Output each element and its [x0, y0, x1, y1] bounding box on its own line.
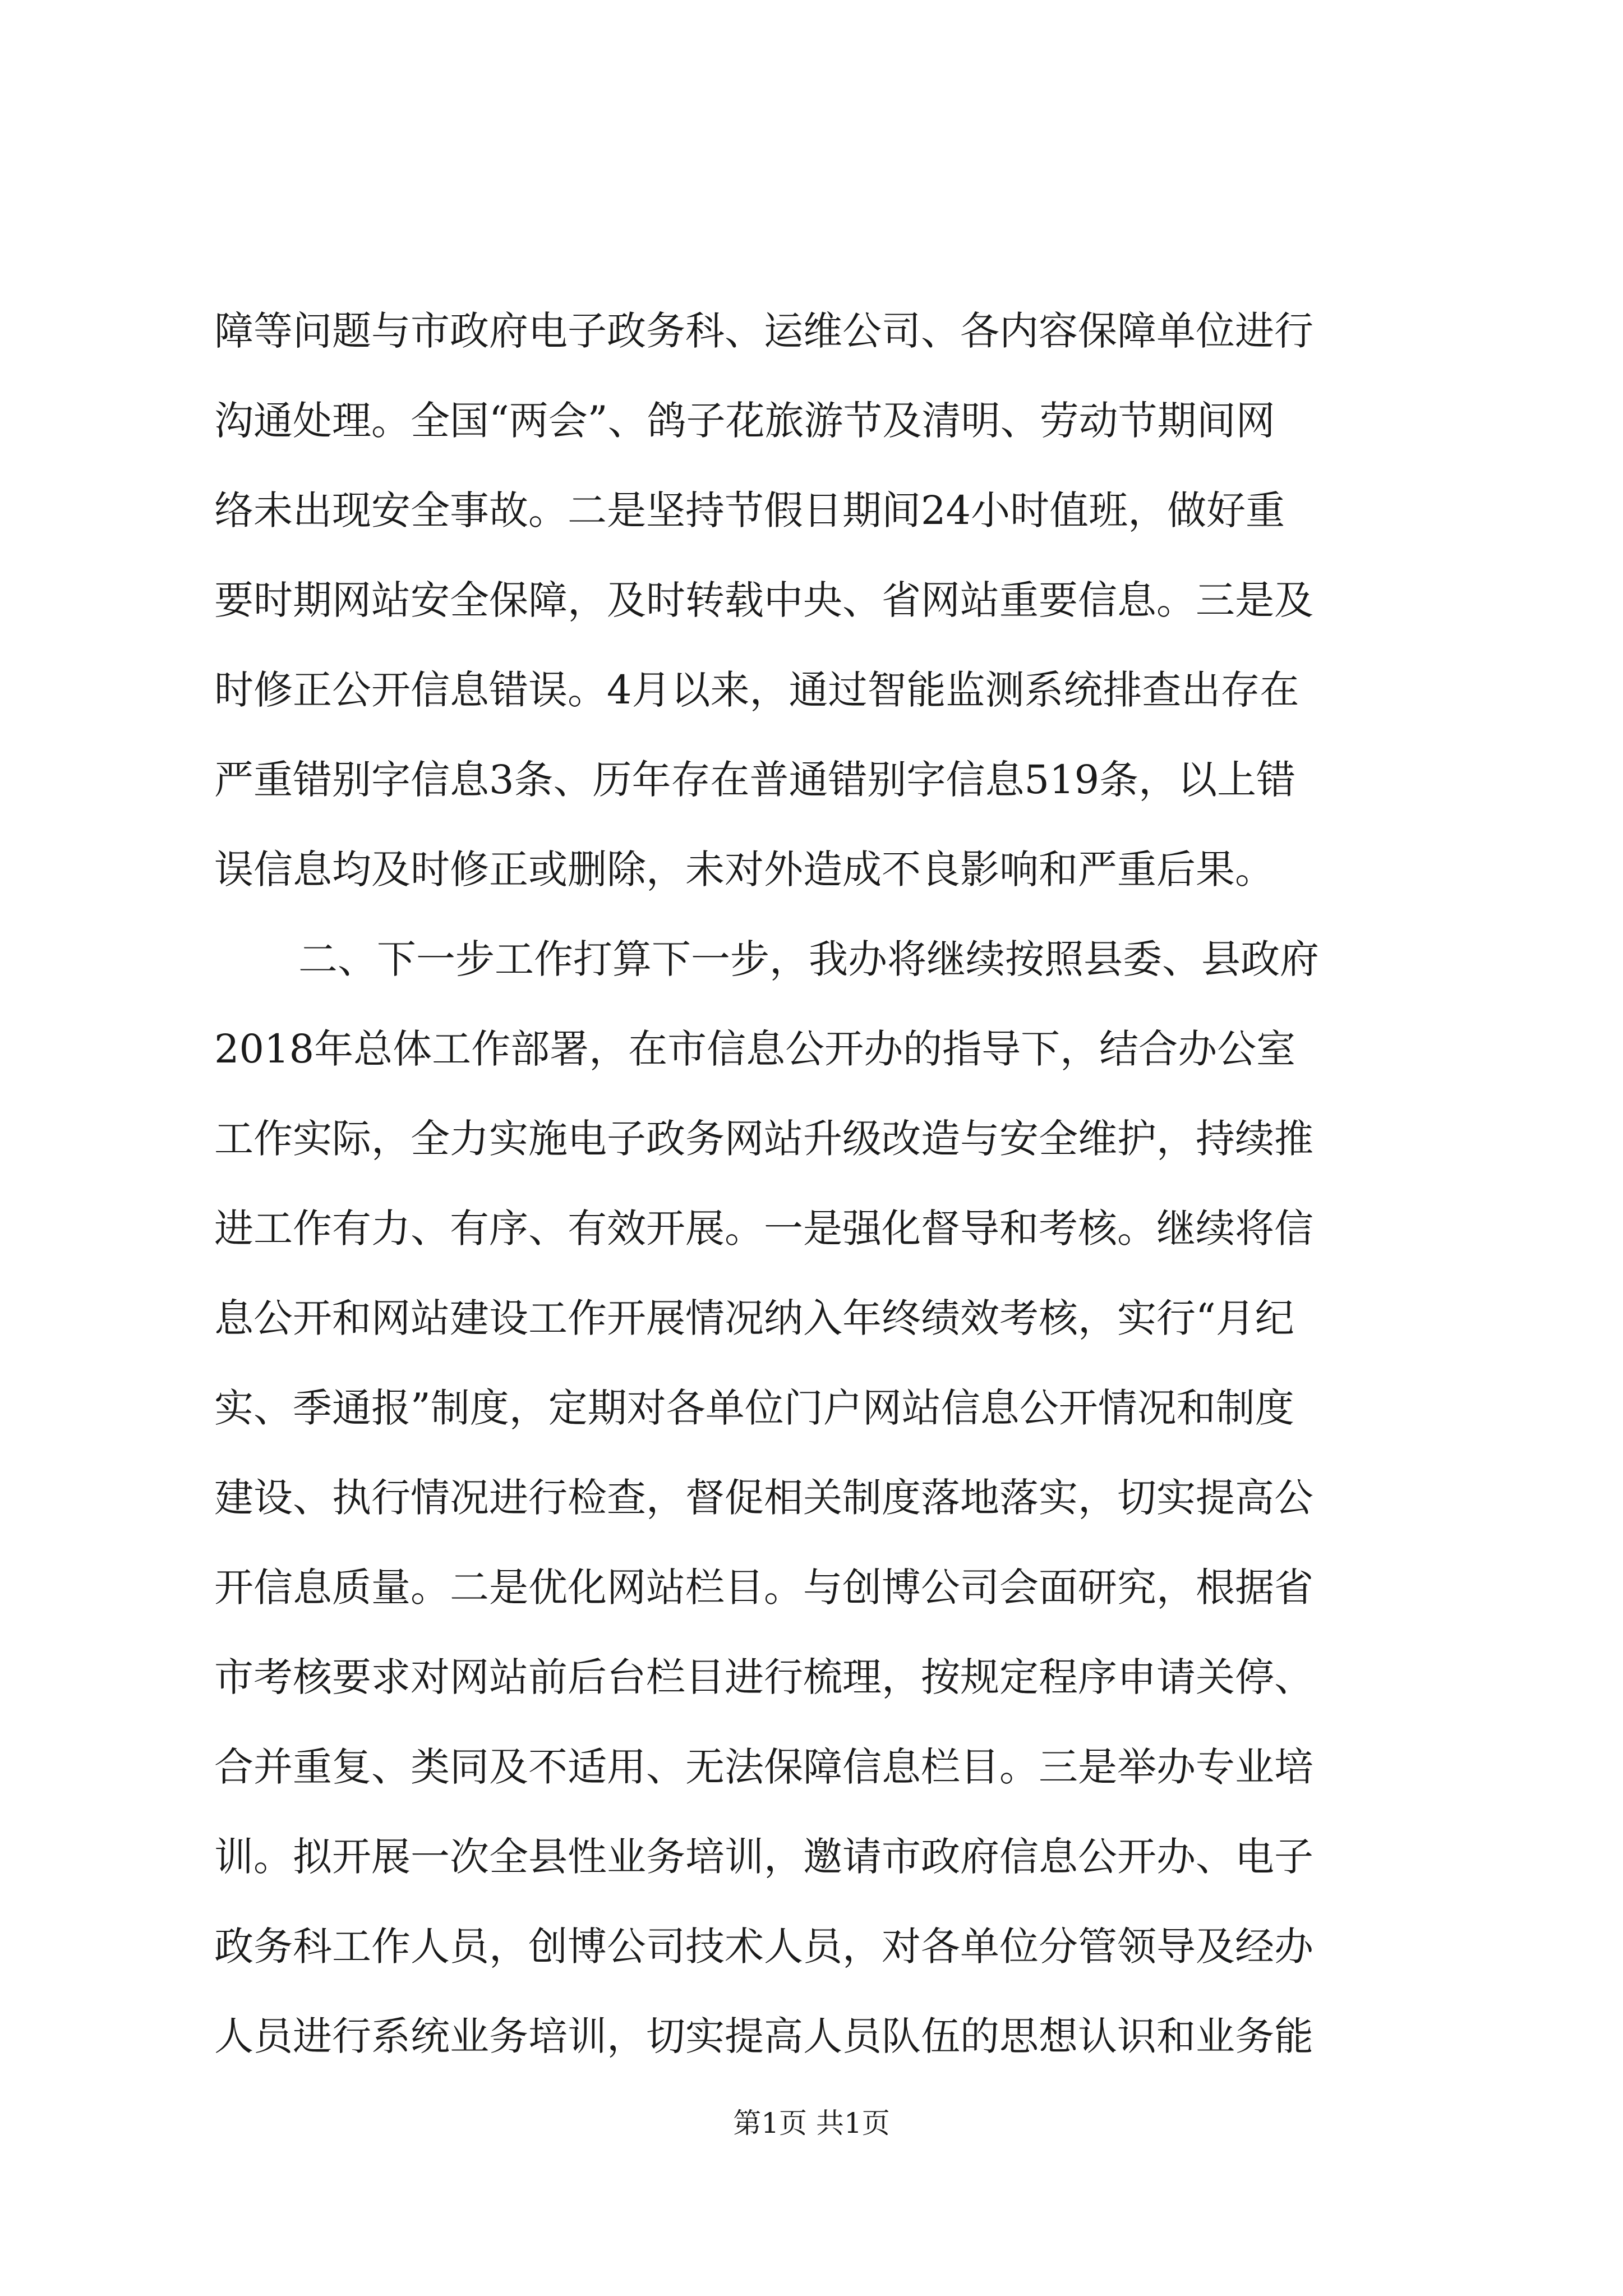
- paragraph-line: 误信息均及时修正或删除，未对外造成不良影响和严重后果。: [214, 846, 1274, 892]
- paragraph-line: 建设、执行情况进行检查，督促相关制度落地落实，切实提高公: [214, 1475, 1313, 1521]
- paragraph-line: 市考核要求对网站前后台栏目进行梳理，按规定程序申请关停、: [214, 1654, 1313, 1700]
- paragraph-line: 训。拟开展一次全县性业务培训，邀请市政府信息公开办、电子: [214, 1834, 1313, 1880]
- paragraph-line: 人员进行系统业务培训，切实提高人员队伍的思想认识和业务能: [214, 2013, 1313, 2059]
- paragraph-line: 二、下一步工作打算下一步，我办将继续按照县委、县政府: [298, 936, 1319, 982]
- paragraph-line: 政务科工作人员，创博公司技术人员，对各单位分管领导及经办: [214, 1924, 1313, 1970]
- paragraph-line: 息公开和网站建设工作开展情况纳入年终绩效考核，实行“月纪: [214, 1295, 1294, 1341]
- paragraph-line: 工作实际，全力实施电子政务网站升级改造与安全维护，持续推: [214, 1116, 1313, 1162]
- page-number-footer: 第1页 共1页: [733, 2107, 890, 2139]
- paragraph-line: 进工作有力、有序、有效开展。一是强化督导和考核。继续将信: [214, 1205, 1313, 1251]
- paragraph-line: 2018年总体工作部署，在市信息公开办的指导下，结合办公室: [214, 1026, 1296, 1072]
- paragraph-line: 实、季通报”制度，定期对各单位门户网站信息公开情况和制度: [214, 1385, 1294, 1431]
- paragraph-line: 严重错别字信息3条、历年存在普通错别字信息519条，以上错: [214, 757, 1296, 803]
- paragraph-line: 要时期网站安全保障，及时转载中央、省网站重要信息。三是及: [214, 577, 1313, 623]
- paragraph-line: 障等问题与市政府电子政务科、运维公司、各内容保障单位进行: [214, 308, 1313, 354]
- paragraph-line: 开信息质量。二是优化网站栏目。与创博公司会面研究，根据省: [214, 1565, 1313, 1611]
- paragraph-line: 时修正公开信息错误。4月以来，通过智能监测系统排查出存在: [214, 667, 1299, 713]
- paragraph-line: 沟通处理。全国“两会”、鸽子花旅游节及清明、劳动节期间网: [214, 398, 1275, 444]
- paragraph-line: 合并重复、类同及不适用、无法保障信息栏目。三是举办专业培: [214, 1744, 1313, 1790]
- paragraph-line: 络未出现安全事故。二是坚持节假日期间24小时值班，做好重: [214, 487, 1285, 533]
